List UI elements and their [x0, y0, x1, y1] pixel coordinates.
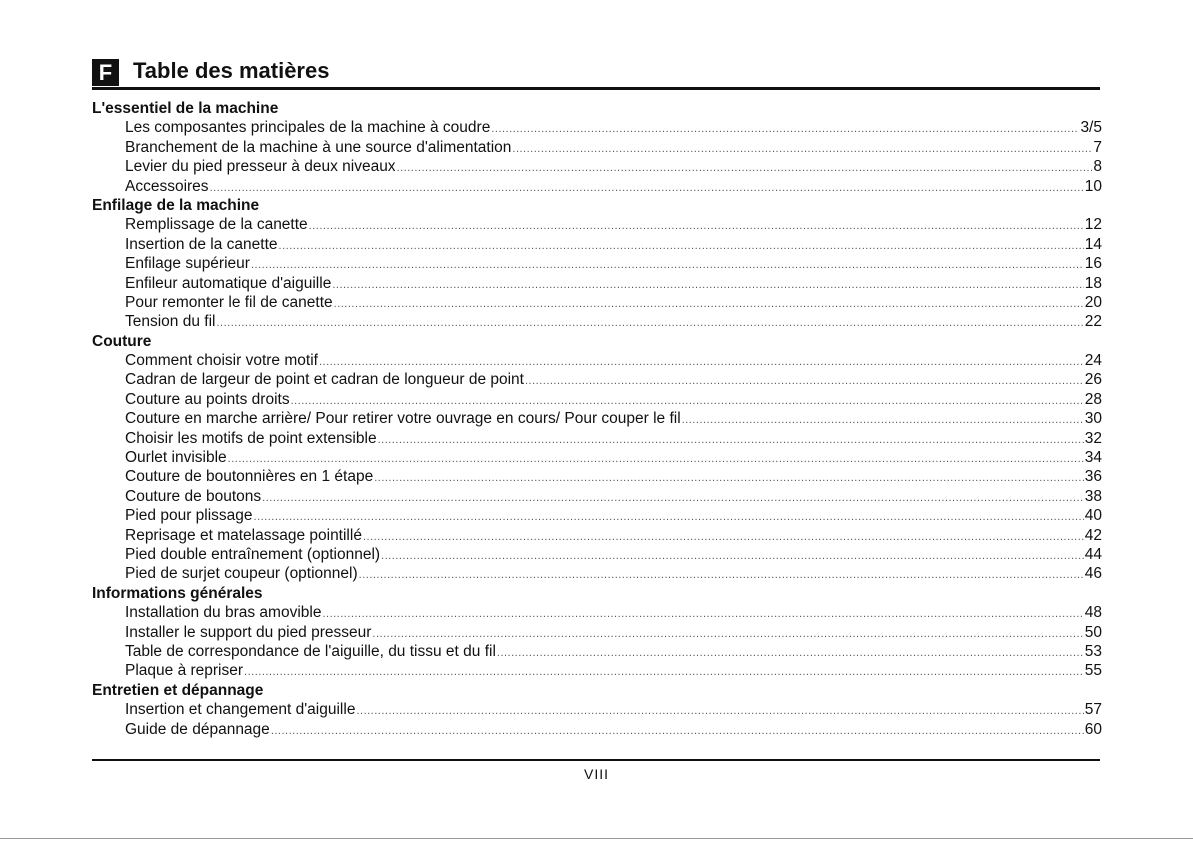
entry-label: Branchement de la machine à une source d'alimentation: [125, 138, 512, 156]
dot-leader: [332, 276, 1083, 295]
dot-leader: [397, 159, 1093, 178]
toc-entry[interactable]: [92, 545, 1102, 564]
section-title: L'essentiel de la machine: [92, 100, 279, 117]
entry-page: 8: [1093, 158, 1102, 176]
toc-entry[interactable]: [92, 138, 1102, 157]
entry-page: 57: [1084, 701, 1102, 719]
entry-page: 55: [1084, 662, 1102, 680]
entry-page: 14: [1084, 235, 1102, 253]
entry-page: 34: [1084, 449, 1102, 467]
entry-page: 50: [1084, 623, 1102, 641]
toc-section: [92, 332, 1102, 584]
page-title: Table des matières: [133, 58, 330, 83]
section-title: Couture: [92, 332, 152, 350]
dot-leader: [512, 140, 1092, 159]
entry-page: 3/5: [1080, 119, 1102, 137]
entry-label: Comment choisir votre motif: [125, 352, 318, 370]
dot-leader: [210, 179, 1084, 198]
entry-label: Pour remonter le fil de canette: [125, 293, 333, 311]
toc-entry[interactable]: [92, 118, 1102, 137]
dot-leader: [251, 256, 1084, 275]
toc-entry[interactable]: [92, 448, 1102, 467]
entry-label: Installer le support du pied presseur: [125, 623, 372, 641]
language-badge: F: [92, 59, 119, 86]
toc-section: [92, 196, 1102, 332]
dot-leader: [497, 644, 1084, 663]
entry-label: Les composantes principales de la machine à coudre: [125, 119, 491, 137]
page-number: VIII: [583, 766, 609, 782]
entry-label: Table de correspondance de l'aiguille, du tissu et du fil: [125, 642, 496, 660]
section-title: Entretien et dépannage: [92, 681, 264, 699]
dot-leader: [491, 120, 1079, 139]
entry-label: Insertion et changement d'aiguille: [125, 701, 356, 719]
entry-page: 44: [1084, 545, 1102, 563]
dot-leader: [254, 508, 1084, 527]
entry-page: 12: [1084, 216, 1102, 234]
entry-page: 36: [1084, 468, 1102, 486]
dot-leader: [244, 663, 1084, 682]
toc-entry[interactable]: [92, 215, 1102, 234]
entry-page: 24: [1084, 352, 1102, 370]
dot-leader: [363, 528, 1084, 547]
entry-page: 20: [1084, 293, 1102, 311]
entry-label: Couture de boutons: [125, 487, 262, 505]
toc-entry[interactable]: [92, 370, 1102, 389]
entry-label: Pied de surjet coupeur (optionnel): [125, 565, 358, 583]
entry-page: 48: [1084, 604, 1102, 622]
entry-page: 10: [1084, 177, 1102, 195]
entry-label: Accessoires: [125, 177, 209, 195]
entry-page: 38: [1084, 487, 1102, 505]
entry-label: Pied pour plissage: [125, 507, 253, 525]
toc-entry[interactable]: [92, 661, 1102, 680]
toc-entry[interactable]: [92, 390, 1102, 409]
toc-entry[interactable]: [92, 312, 1102, 331]
entry-page: 16: [1084, 255, 1102, 273]
toc-entry[interactable]: [92, 526, 1102, 545]
entry-label: Choisir les motifs de point extensible: [125, 429, 377, 447]
entry-page: 28: [1084, 390, 1102, 408]
entry-label: Pied double entraînement (optionnel): [125, 545, 381, 563]
toc-entry[interactable]: [92, 293, 1102, 312]
dot-leader: [682, 411, 1084, 430]
toc-entry[interactable]: [92, 235, 1102, 254]
toc-entry[interactable]: [92, 274, 1102, 293]
entry-page: 40: [1084, 507, 1102, 525]
toc-section: [92, 99, 1102, 196]
dot-leader: [279, 237, 1084, 256]
dot-leader: [309, 217, 1084, 236]
dot-leader: [262, 489, 1084, 508]
toc-entry[interactable]: [92, 351, 1102, 370]
footer-rule: [92, 759, 1100, 761]
toc-entry[interactable]: [92, 254, 1102, 273]
dot-leader: [378, 431, 1084, 450]
dot-leader: [322, 605, 1083, 624]
entry-page: 7: [1093, 138, 1102, 156]
entry-label: Remplissage de la canette: [125, 216, 308, 234]
entry-page: 60: [1084, 720, 1102, 738]
entry-page: 22: [1084, 313, 1102, 331]
entry-label: Couture de boutonnières en 1 étape: [125, 468, 374, 486]
toc-entry[interactable]: [92, 506, 1102, 525]
dot-leader: [359, 566, 1084, 585]
entry-label: Enfileur automatique d'aiguille: [125, 274, 332, 292]
toc-entry[interactable]: [92, 177, 1102, 196]
toc-entry[interactable]: [92, 623, 1102, 642]
entry-label: Couture en marche arrière/ Pour retirer votre ouvrage en cours/ Pour couper le fil: [125, 410, 681, 428]
entry-page: 46: [1084, 565, 1102, 583]
entry-page: 26: [1084, 371, 1102, 389]
toc-entry[interactable]: [92, 642, 1102, 661]
entry-page: 30: [1084, 410, 1102, 428]
toc-entry[interactable]: [92, 564, 1102, 583]
entry-label: Installation du bras amovible: [125, 604, 322, 622]
toc-entry[interactable]: [92, 700, 1102, 719]
dot-leader: [334, 295, 1084, 314]
entry-label: Ourlet invisible: [125, 449, 227, 467]
entry-label: Tension du fil: [125, 313, 216, 331]
toc-entry[interactable]: [92, 720, 1102, 739]
toc-section: [92, 681, 1102, 739]
entry-page: 53: [1084, 642, 1102, 660]
section-title: Informations générales: [92, 584, 263, 602]
entry-label: Cadran de largeur de point et cadran de longueur de point: [125, 371, 524, 389]
dot-leader: [381, 547, 1084, 566]
dot-leader: [374, 469, 1084, 488]
toc-entry[interactable]: [92, 157, 1102, 176]
toc-entry[interactable]: [92, 487, 1102, 506]
entry-label: Insertion de la canette: [125, 235, 278, 253]
entry-page: 32: [1084, 429, 1102, 447]
toc-section: [92, 584, 1102, 681]
entry-label: Couture au points droits: [125, 390, 290, 408]
entry-label: Plaque à repriser: [125, 662, 244, 680]
dot-leader: [525, 372, 1084, 391]
entry-label: Reprisage et matelassage pointillé: [125, 526, 362, 544]
page-edge-rule: [0, 838, 1193, 839]
page-header: [92, 57, 1100, 90]
entry-label: Guide de dépannage: [125, 720, 270, 738]
entry-label: Levier du pied presseur à deux niveaux: [125, 158, 396, 176]
entry-label: Enfilage supérieur: [125, 255, 250, 273]
entry-page: 18: [1084, 274, 1102, 292]
toc-entry[interactable]: [92, 409, 1102, 428]
dot-leader: [356, 702, 1083, 721]
table-of-contents: [92, 99, 1102, 739]
section-title: Enfilage de la machine: [92, 196, 260, 214]
dot-leader: [271, 722, 1084, 741]
toc-entry[interactable]: [92, 429, 1102, 448]
dot-leader: [216, 314, 1083, 333]
entry-page: 42: [1084, 526, 1102, 544]
toc-entry[interactable]: [92, 467, 1102, 486]
toc-entry[interactable]: [92, 603, 1102, 622]
